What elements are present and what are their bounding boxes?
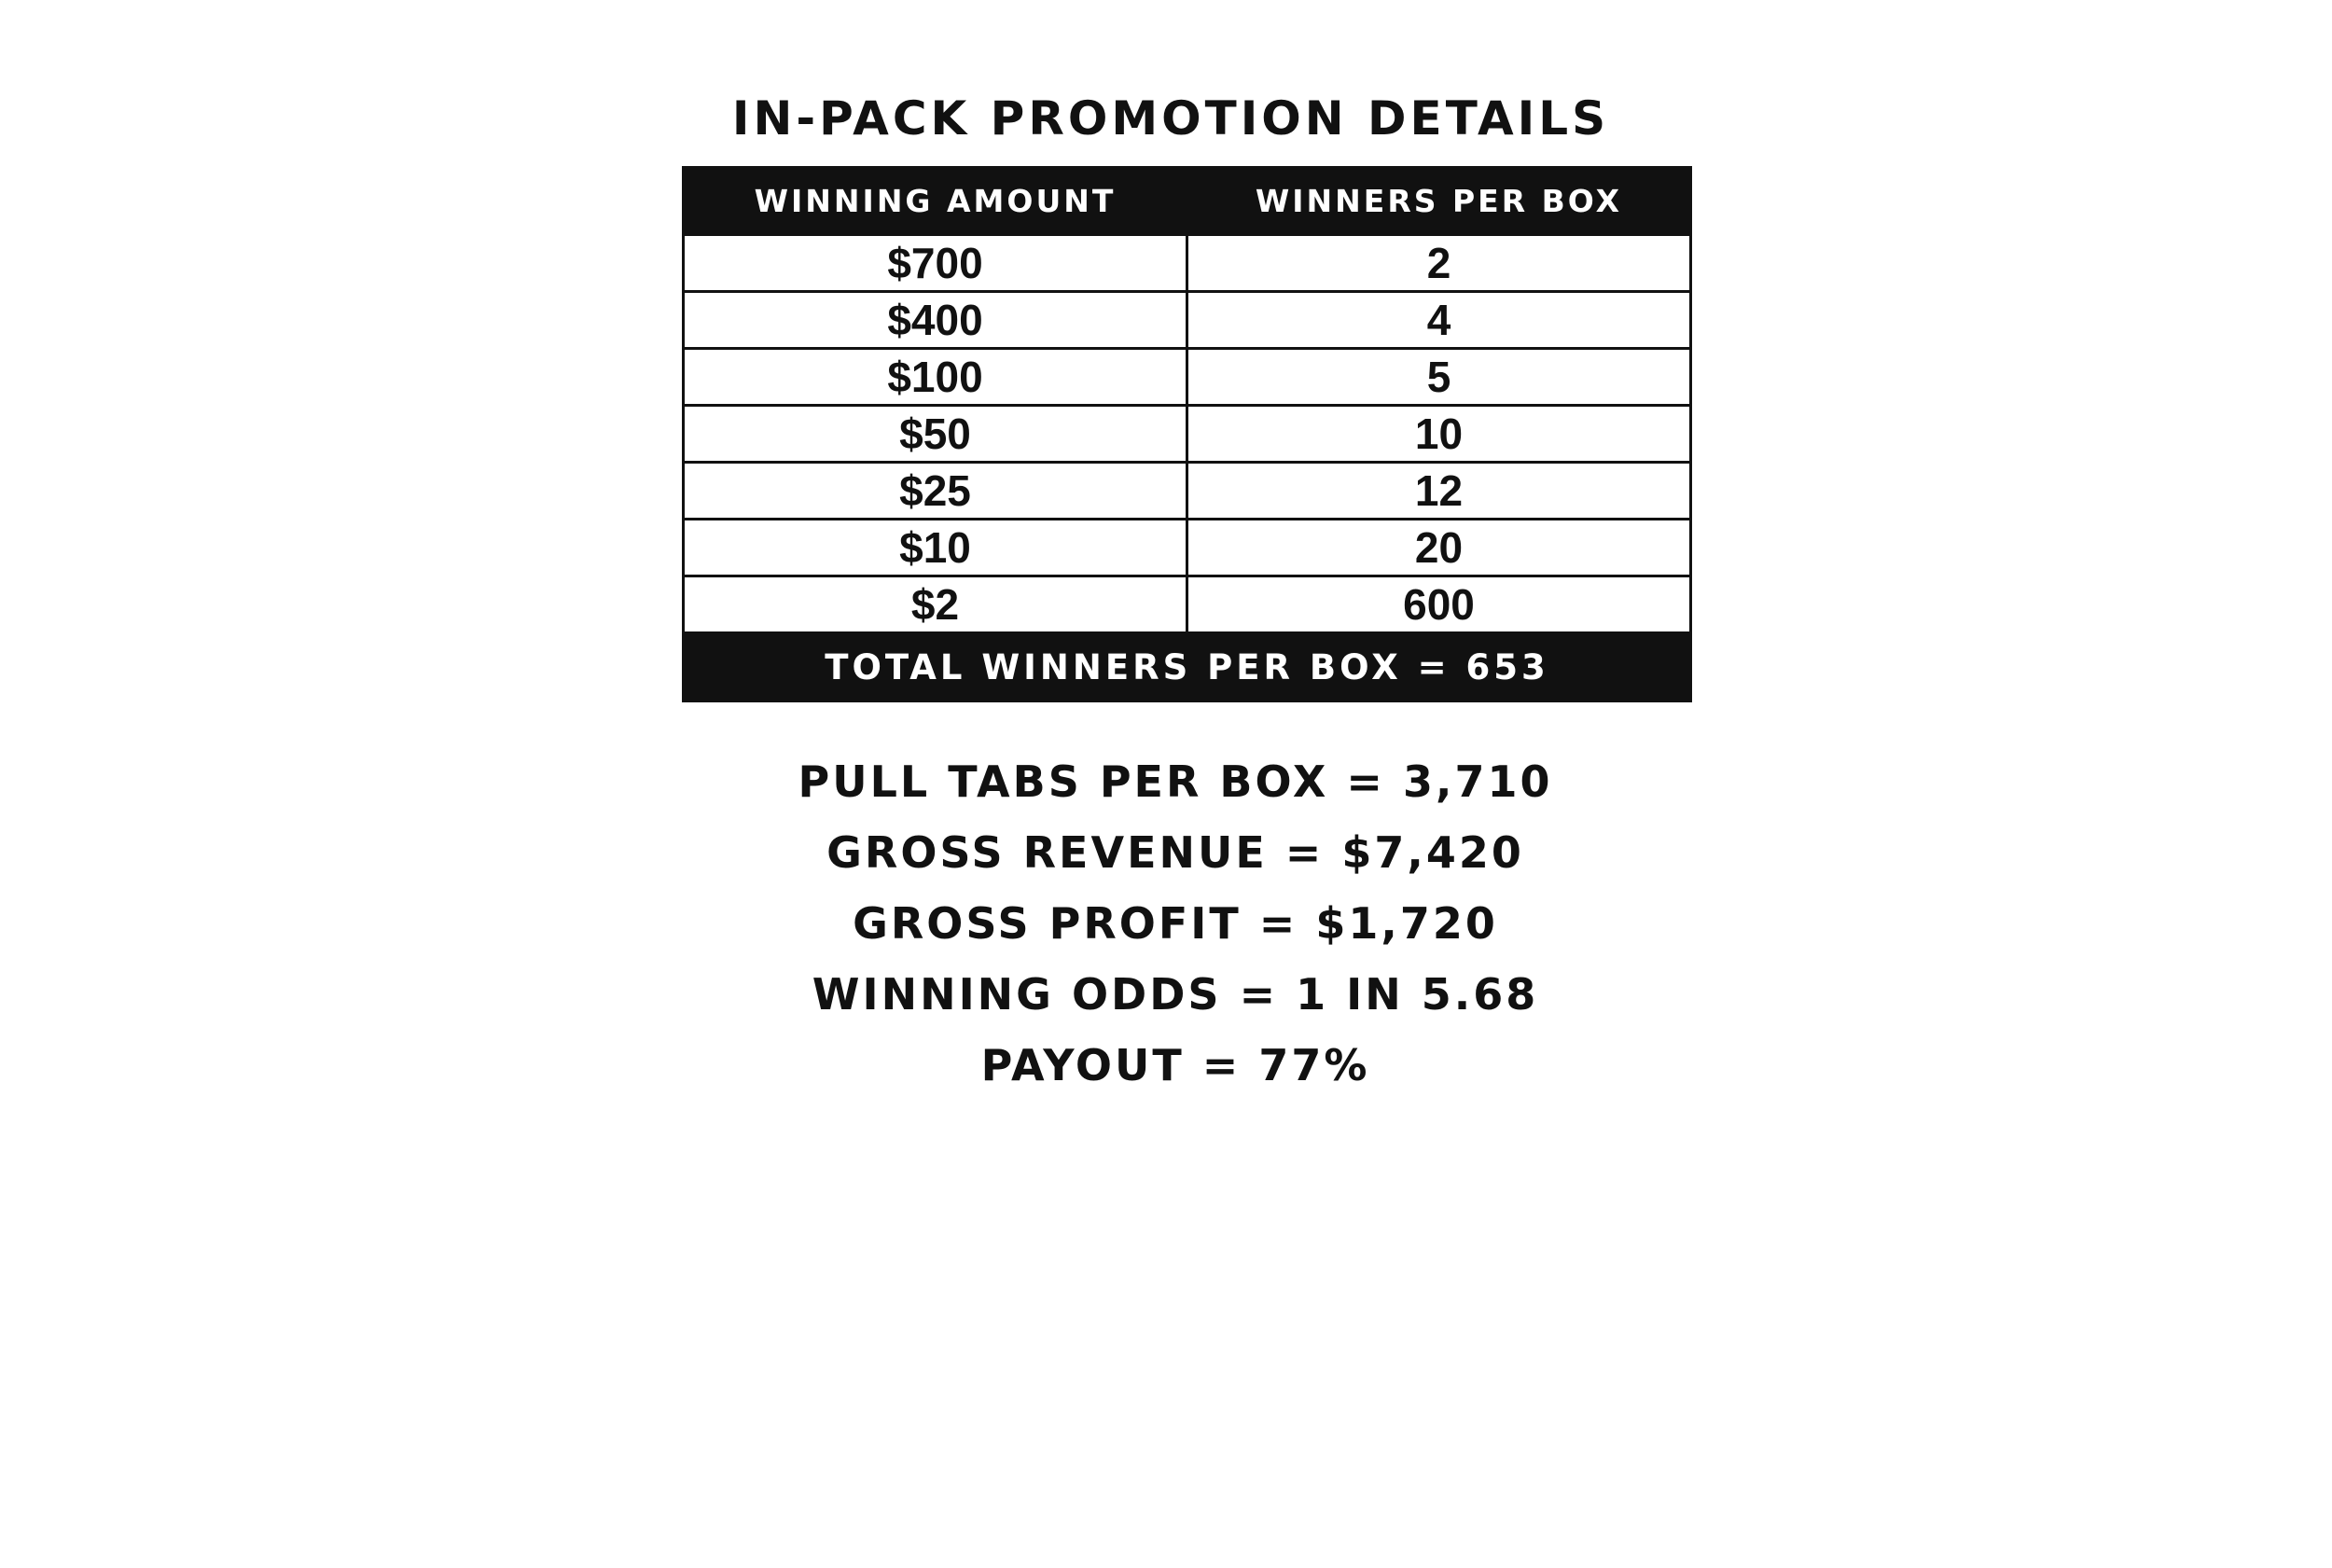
payout-line: PAYOUT = 77% <box>980 1040 1370 1090</box>
winning-odds-line: WINNING ODDS = 1 IN 5.68 <box>812 969 1539 1020</box>
winning-amount-cell: $25 <box>684 463 1187 520</box>
table-row <box>684 235 1691 292</box>
winners-count-cell: 600 <box>1187 576 1691 633</box>
winning-amount-cell: $2 <box>684 576 1187 633</box>
winners-count-cell: 4 <box>1187 292 1691 349</box>
winners-count-cell: 2 <box>1187 235 1691 292</box>
winners-per-box-header: WINNERS PER BOX <box>1187 168 1691 235</box>
winners-count-cell: 20 <box>1187 520 1691 576</box>
table-row <box>684 463 1691 520</box>
winning-amount-cell: $100 <box>684 349 1187 406</box>
winners-count-cell: 10 <box>1187 406 1691 463</box>
total-row <box>684 633 1691 701</box>
table-row <box>684 520 1691 576</box>
table-row <box>684 406 1691 463</box>
winners-count-cell: 5 <box>1187 349 1691 406</box>
total-winners-banner: TOTAL WINNERS PER BOX = 653 <box>684 633 1691 701</box>
summary-list <box>0 746 2332 1101</box>
table-header-row <box>684 168 1691 235</box>
winning-amount-cell: $50 <box>684 406 1187 463</box>
table-row <box>684 292 1691 349</box>
winning-amount-header: WINNING AMOUNT <box>684 168 1187 235</box>
winning-amount-cell: $400 <box>684 292 1187 349</box>
table-row <box>684 576 1691 633</box>
gross-profit-line: GROSS PROFIT = $1,720 <box>853 898 1498 949</box>
table-row <box>684 349 1691 406</box>
winners-count-cell: 12 <box>1187 463 1691 520</box>
promotion-table <box>682 166 1692 702</box>
page-title: IN-PACK PROMOTION DETAILS <box>731 91 1610 146</box>
gross-revenue-line: GROSS REVENUE = $7,420 <box>826 827 1524 878</box>
winning-amount-cell: $10 <box>684 520 1187 576</box>
winning-amount-cell: $700 <box>684 235 1187 292</box>
pull-tabs-line: PULL TABS PER BOX = 3,710 <box>798 756 1553 807</box>
